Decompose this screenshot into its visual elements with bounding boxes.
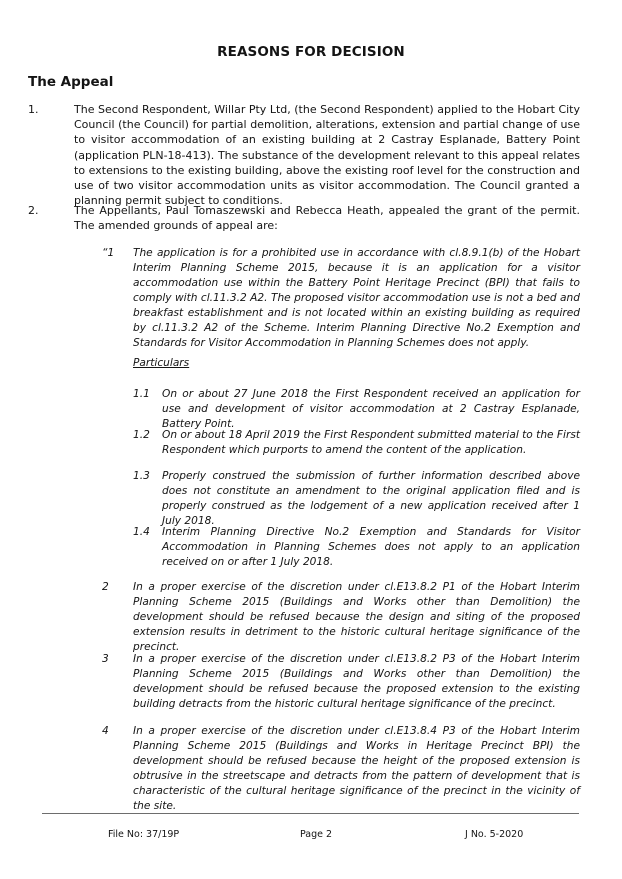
footer-page-number: Page 2	[300, 829, 333, 840]
particular-text: Interim Planning Directive No.2 Exemption and Standards for Visitor Accommodation in Planning Schemes does not apply to an application received on or after 1 July 2018.	[162, 526, 580, 568]
ground-number: “1	[102, 247, 115, 259]
particular-number: 1.3	[133, 470, 150, 482]
particular-text: On or about 27 June 2018 the First Respondent received an application for use and development of visitor accommodation at 2 Castray Esplanade, Battery Point.	[162, 388, 580, 430]
page-title: REASONS FOR DECISION	[217, 44, 405, 60]
paragraph-2	[28, 203, 580, 233]
ground-of-appeal-1	[102, 246, 580, 351]
particular-number: 1.4	[133, 526, 150, 538]
particular-1-3	[133, 469, 580, 529]
footer-divider	[42, 813, 579, 814]
ground-text: In a proper exercise of the discretion under cl.E13.8.2 P1 of the Hobart Interim Planning Scheme 2015 (Buildings and Works other than Demolition) the development should be refused because the design and siting of the proposed extension results in detriment to the historic cultural heritage significance of the precinct.	[133, 581, 580, 653]
ground-of-appeal-2	[102, 580, 580, 655]
particular-1-1	[133, 387, 580, 432]
paragraph-text: The Second Respondent, Willar Pty Ltd, (the Second Respondent) applied to the Hobart City Council (the Council) for partial demolition, alterations, extension and partial change of use to visitor accommodation of an existing building at 2 Castray Esplanade, Battery Point (application PLN-18-413). The substance of the development relevant to this appeal relates to extensions to the existing building, above the existing roof level for the construction and use of two visitor accommodation units as visitor accommodation. The Council granted a planning permit subject to conditions.	[74, 103, 580, 208]
section-heading-the-appeal: The Appeal	[28, 74, 114, 90]
ground-number: 4	[102, 725, 109, 737]
particular-1-2	[133, 428, 580, 458]
paragraph-number: 2.	[28, 204, 39, 217]
paragraph-number: 1.	[28, 103, 39, 116]
ground-text: In a proper exercise of the discretion under cl.E13.8.2 P3 of the Hobart Interim Planning Scheme 2015 (Buildings and Works other than Demolition) the development should be refused because the proposed extension to the existing building detracts from the historic cultural heritage significance of the precinct.	[133, 653, 580, 710]
paragraph-1	[28, 102, 580, 208]
ground-of-appeal-3	[102, 652, 580, 712]
paragraph-text: The Appellants, Paul Tomaszewski and Rebecca Heath, appealed the grant of the permit. The amended grounds of appeal are:	[74, 204, 580, 233]
particular-text: Properly construed the submission of further information described above does not constitute an amendment to the original application filed and is properly construed as the lodgement of a new application received after 1 July 2018.	[162, 470, 580, 527]
particular-number: 1.2	[133, 429, 150, 441]
ground-of-appeal-4	[102, 724, 580, 814]
ground-number: 2	[102, 581, 109, 593]
particular-number: 1.1	[133, 388, 150, 400]
ground-number: 3	[102, 653, 109, 665]
ground-text: The application is for a prohibited use in accordance with cl.8.9.1(b) of the Hobart Interim Planning Scheme 2015, because it is an application for a visitor accommodation use within the Battery Point Heritage Precinct (BPI) that fails to comply with cl.11.3.2 A2. The proposed visitor accommodation use is not a bed and breakfast establishment and is not located within an existing building as required by cl.11.3.2 A2 of the Scheme. Interim Planning Directive No.2 Exemption and Standards for Visitor Accommodation in Planning Schemes does not apply.	[133, 247, 580, 349]
footer-file-number: File No: 37/19P	[108, 829, 180, 840]
footer-judgment-number: J No. 5-2020	[465, 829, 524, 840]
particular-text: On or about 18 April 2019 the First Respondent submitted material to the First Respondent which purports to amend the content of the application.	[162, 429, 580, 456]
ground-text: In a proper exercise of the discretion under cl.E13.8.4 P3 of the Hobart Interim Planning Scheme 2015 (Buildings and Works in Heritage Precinct BPI) the development should be refused because the height of the proposed extension is obtrusive in the streetscape and detracts from the pattern of development that is characteristic of the cultural heritage significance of the precinct in the vicinity of the site.	[133, 725, 580, 812]
particular-1-4	[133, 525, 580, 570]
particulars-heading: Particulars	[133, 357, 190, 369]
